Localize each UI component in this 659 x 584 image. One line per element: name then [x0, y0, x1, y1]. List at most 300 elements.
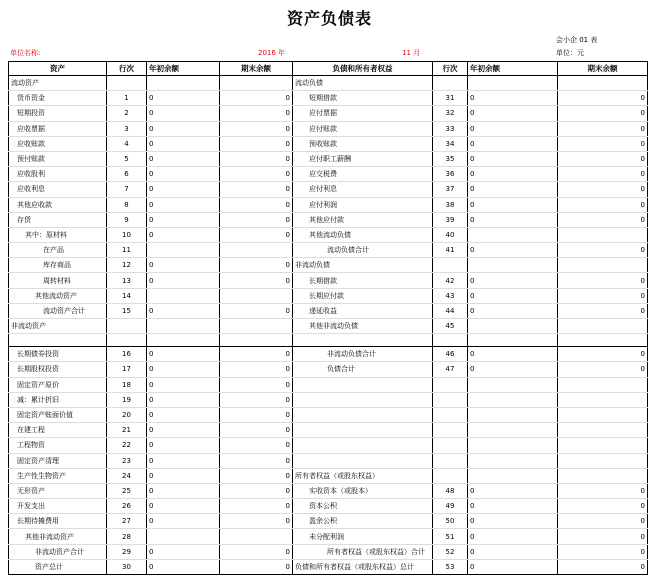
liability-end-balance — [558, 258, 648, 273]
asset-begin-balance: 0 — [147, 258, 220, 273]
liability-end-balance: 0 — [558, 514, 648, 529]
header-line2: 行次 — [433, 62, 468, 76]
table-row — [9, 167, 648, 182]
liability-line-no: 32 — [433, 106, 468, 121]
asset-end-balance: 0 — [220, 151, 293, 166]
asset-name: 其他流动资产 — [9, 288, 107, 303]
liability-end-balance: 0 — [558, 106, 648, 121]
liability-name: 资本公积 — [293, 499, 433, 514]
asset-name: 应收股利 — [9, 167, 107, 182]
liability-name: 所有者权益（或股东权益）合计 — [293, 544, 433, 559]
asset-line-no: 18 — [107, 377, 147, 392]
liability-name — [293, 453, 433, 468]
liability-end-balance: 0 — [558, 529, 648, 544]
liability-end-balance: 0 — [558, 288, 648, 303]
liability-name: 应付账款 — [293, 121, 433, 136]
liability-line-no — [433, 468, 468, 483]
liability-end-balance: 0 — [558, 182, 648, 197]
table-row — [9, 392, 648, 407]
liability-end-balance: 0 — [558, 362, 648, 377]
liability-name: 预收账款 — [293, 136, 433, 151]
asset-begin-balance: 0 — [147, 212, 220, 227]
liability-end-balance — [558, 423, 648, 438]
asset-end-balance: 0 — [220, 407, 293, 422]
table-row — [9, 362, 648, 377]
header-row — [9, 62, 648, 76]
liability-name — [293, 438, 433, 453]
asset-name: 长期待摊费用 — [9, 514, 107, 529]
liability-begin-balance: 0 — [468, 197, 558, 212]
sheet-title: 资产负债表 — [286, 9, 372, 28]
asset-end-balance — [220, 319, 293, 334]
liability-begin-balance: 0 — [468, 91, 558, 106]
asset-line-no: 9 — [107, 212, 147, 227]
section-gap — [9, 334, 648, 347]
table-row — [9, 91, 648, 106]
liability-name: 未分配利润 — [293, 529, 433, 544]
gap-cell — [107, 334, 147, 347]
asset-name: 减：累计折旧 — [9, 392, 107, 407]
asset-begin-balance: 0 — [147, 377, 220, 392]
asset-begin-balance: 0 — [147, 392, 220, 407]
asset-line-no: 11 — [107, 243, 147, 258]
header-asset: 资产 — [9, 62, 107, 76]
table-row — [9, 453, 648, 468]
liability-name: 盈余公积 — [293, 514, 433, 529]
table-row — [9, 151, 648, 166]
liability-begin-balance — [468, 227, 558, 242]
unit-name-label: 单位名称: — [10, 49, 41, 57]
liability-name — [293, 423, 433, 438]
asset-line-no: 19 — [107, 392, 147, 407]
asset-end-balance: 0 — [220, 423, 293, 438]
asset-end-balance: 0 — [220, 167, 293, 182]
liability-end-balance: 0 — [558, 91, 648, 106]
asset-end-balance: 0 — [220, 106, 293, 121]
liability-name: 实收资本（或股本） — [293, 483, 433, 498]
asset-line-no: 2 — [107, 106, 147, 121]
liability-name: 短期借款 — [293, 91, 433, 106]
liability-end-balance: 0 — [558, 197, 648, 212]
liability-begin-balance: 0 — [468, 106, 558, 121]
asset-name: 在建工程 — [9, 423, 107, 438]
table-row — [9, 377, 648, 392]
asset-end-balance: 0 — [220, 453, 293, 468]
liability-begin-balance: 0 — [468, 212, 558, 227]
table-row — [9, 407, 648, 422]
gap-cell — [433, 334, 468, 347]
asset-name: 应收账款 — [9, 136, 107, 151]
liability-line-no: 52 — [433, 544, 468, 559]
liability-begin-balance: 0 — [468, 273, 558, 288]
asset-begin-balance: 0 — [147, 303, 220, 318]
table-row — [9, 227, 648, 242]
liability-begin-balance: 0 — [468, 362, 558, 377]
liability-end-balance: 0 — [558, 151, 648, 166]
asset-begin-balance: 0 — [147, 167, 220, 182]
asset-name: 其中：原材料 — [9, 227, 107, 242]
asset-line-no: 23 — [107, 453, 147, 468]
liability-name: 其他非流动负债 — [293, 319, 433, 334]
asset-name: 生产性生物资产 — [9, 468, 107, 483]
asset-end-balance — [220, 288, 293, 303]
liability-begin-balance — [468, 258, 558, 273]
asset-name: 固定资产账面价值 — [9, 407, 107, 422]
liability-line-no — [433, 76, 468, 91]
header-line: 行次 — [107, 62, 147, 76]
gap-cell — [558, 334, 648, 347]
liability-line-no: 41 — [433, 243, 468, 258]
liability-line-no: 45 — [433, 319, 468, 334]
table-row — [9, 468, 648, 483]
asset-line-no — [107, 76, 147, 91]
asset-name: 其他非流动资产 — [9, 529, 107, 544]
table-row — [9, 529, 648, 544]
asset-begin-balance — [147, 319, 220, 334]
table-row — [9, 544, 648, 559]
asset-begin-balance: 0 — [147, 227, 220, 242]
liability-name: 应交税费 — [293, 167, 433, 182]
liability-name: 流动负债 — [293, 76, 433, 91]
liability-name: 其他流动负债 — [293, 227, 433, 242]
table-row — [9, 182, 648, 197]
liability-end-balance — [558, 76, 648, 91]
table-row — [9, 106, 648, 121]
asset-line-no: 27 — [107, 514, 147, 529]
liability-line-no: 51 — [433, 529, 468, 544]
asset-line-no: 3 — [107, 121, 147, 136]
asset-line-no: 6 — [107, 167, 147, 182]
header-begin: 年初余额 — [147, 62, 220, 76]
liability-line-no: 35 — [433, 151, 468, 166]
asset-name: 无形资产 — [9, 483, 107, 498]
asset-end-balance: 0 — [220, 121, 293, 136]
liability-end-balance: 0 — [558, 212, 648, 227]
liability-name — [293, 392, 433, 407]
asset-begin-balance: 0 — [147, 91, 220, 106]
liability-line-no: 34 — [433, 136, 468, 151]
table-row — [9, 319, 648, 334]
liability-line-no — [433, 453, 468, 468]
table-row — [9, 514, 648, 529]
liability-begin-balance: 0 — [468, 136, 558, 151]
asset-line-no: 13 — [107, 273, 147, 288]
table-row — [9, 483, 648, 498]
asset-line-no: 26 — [107, 499, 147, 514]
liability-line-no: 40 — [433, 227, 468, 242]
table-row — [9, 197, 648, 212]
asset-name: 预付账款 — [9, 151, 107, 166]
asset-begin-balance: 0 — [147, 136, 220, 151]
liability-end-balance: 0 — [558, 167, 648, 182]
asset-line-no: 4 — [107, 136, 147, 151]
asset-end-balance: 0 — [220, 91, 293, 106]
header-begin2: 年初余额 — [468, 62, 558, 76]
asset-begin-balance: 0 — [147, 499, 220, 514]
liability-end-balance: 0 — [558, 243, 648, 258]
liability-end-balance — [558, 227, 648, 242]
liability-begin-balance: 0 — [468, 529, 558, 544]
liability-end-balance — [558, 438, 648, 453]
asset-begin-balance: 0 — [147, 182, 220, 197]
liability-name: 应付票据 — [293, 106, 433, 121]
asset-end-balance: 0 — [220, 136, 293, 151]
liability-begin-balance — [468, 319, 558, 334]
asset-name: 固定资产清理 — [9, 453, 107, 468]
liability-end-balance: 0 — [558, 121, 648, 136]
liability-end-balance: 0 — [558, 273, 648, 288]
table-row — [9, 423, 648, 438]
asset-line-no: 29 — [107, 544, 147, 559]
table-row — [9, 347, 648, 362]
gap-cell — [147, 334, 220, 347]
liability-begin-balance: 0 — [468, 347, 558, 362]
liability-begin-balance: 0 — [468, 499, 558, 514]
asset-end-balance: 0 — [220, 559, 293, 574]
liability-line-no: 37 — [433, 182, 468, 197]
liability-begin-balance: 0 — [468, 182, 558, 197]
asset-end-balance: 0 — [220, 182, 293, 197]
asset-line-no: 14 — [107, 288, 147, 303]
asset-name: 在产品 — [9, 243, 107, 258]
liability-name: 应付利润 — [293, 197, 433, 212]
liability-line-no — [433, 423, 468, 438]
gap-cell — [9, 334, 107, 347]
liability-begin-balance — [468, 76, 558, 91]
liability-name: 所有者权益（或股东权益） — [293, 468, 433, 483]
asset-name: 短期投资 — [9, 106, 107, 121]
asset-begin-balance — [147, 288, 220, 303]
asset-begin-balance: 0 — [147, 407, 220, 422]
table-row — [9, 258, 648, 273]
asset-end-balance: 0 — [220, 258, 293, 273]
liability-begin-balance — [468, 468, 558, 483]
gap-cell — [468, 334, 558, 347]
asset-line-no: 15 — [107, 303, 147, 318]
liability-end-balance: 0 — [558, 483, 648, 498]
liability-begin-balance — [468, 392, 558, 407]
asset-begin-balance: 0 — [147, 483, 220, 498]
table-row — [9, 438, 648, 453]
liability-line-no: 53 — [433, 559, 468, 574]
liability-begin-balance — [468, 423, 558, 438]
liability-begin-balance: 0 — [468, 167, 558, 182]
asset-name: 流动资产合计 — [9, 303, 107, 318]
liability-name: 递延收益 — [293, 303, 433, 318]
liability-begin-balance: 0 — [468, 121, 558, 136]
table-row — [9, 559, 648, 574]
table-row — [9, 121, 648, 136]
asset-end-balance — [220, 76, 293, 91]
asset-name: 存货 — [9, 212, 107, 227]
liability-name: 非流动负债 — [293, 258, 433, 273]
asset-name: 流动资产 — [9, 76, 107, 91]
asset-end-balance: 0 — [220, 438, 293, 453]
asset-name: 长期债券投资 — [9, 347, 107, 362]
asset-end-balance: 0 — [220, 468, 293, 483]
liability-line-no — [433, 392, 468, 407]
liability-begin-balance: 0 — [468, 544, 558, 559]
asset-end-balance — [220, 243, 293, 258]
liability-line-no — [433, 377, 468, 392]
liability-line-no — [433, 438, 468, 453]
report-year: 2016 年 — [258, 49, 286, 57]
liability-name: 非流动负债合计 — [293, 347, 433, 362]
asset-end-balance: 0 — [220, 544, 293, 559]
asset-end-balance: 0 — [220, 273, 293, 288]
liability-end-balance — [558, 392, 648, 407]
asset-end-balance: 0 — [220, 347, 293, 362]
liability-name — [293, 407, 433, 422]
asset-end-balance: 0 — [220, 499, 293, 514]
liability-line-no: 31 — [433, 91, 468, 106]
asset-line-no: 25 — [107, 483, 147, 498]
form-code: 会小企 01 表 — [556, 36, 598, 44]
liability-name: 应付职工薪酬 — [293, 151, 433, 166]
balance-sheet-table — [8, 61, 648, 575]
liability-begin-balance: 0 — [468, 288, 558, 303]
liability-begin-balance: 0 — [468, 243, 558, 258]
liability-begin-balance: 0 — [468, 483, 558, 498]
liability-line-no: 50 — [433, 514, 468, 529]
asset-name: 库存商品 — [9, 258, 107, 273]
liability-line-no: 36 — [433, 167, 468, 182]
asset-begin-balance: 0 — [147, 423, 220, 438]
liability-line-no — [433, 407, 468, 422]
asset-end-balance: 0 — [220, 392, 293, 407]
asset-name: 工程物资 — [9, 438, 107, 453]
liability-end-balance: 0 — [558, 559, 648, 574]
asset-begin-balance: 0 — [147, 468, 220, 483]
liability-name: 应付利息 — [293, 182, 433, 197]
asset-begin-balance: 0 — [147, 544, 220, 559]
liability-name: 负债合计 — [293, 362, 433, 377]
liability-end-balance — [558, 407, 648, 422]
asset-name: 资产总计 — [9, 559, 107, 574]
liability-name: 负债和所有者权益（或股东权益）总计 — [293, 559, 433, 574]
liability-begin-balance — [468, 438, 558, 453]
asset-name: 货币资金 — [9, 91, 107, 106]
liability-end-balance — [558, 377, 648, 392]
asset-name: 固定资产原价 — [9, 377, 107, 392]
asset-line-no: 20 — [107, 407, 147, 422]
asset-line-no — [107, 319, 147, 334]
liability-end-balance: 0 — [558, 347, 648, 362]
asset-begin-balance: 0 — [147, 453, 220, 468]
liability-end-balance: 0 — [558, 136, 648, 151]
header-end: 期末余额 — [220, 62, 293, 76]
asset-name: 应收利息 — [9, 182, 107, 197]
asset-line-no: 22 — [107, 438, 147, 453]
asset-end-balance — [220, 529, 293, 544]
asset-end-balance: 0 — [220, 514, 293, 529]
header-liab: 负债和所有者权益 — [293, 62, 433, 76]
gap-cell — [293, 334, 433, 347]
liability-end-balance — [558, 319, 648, 334]
asset-line-no: 7 — [107, 182, 147, 197]
liability-line-no: 49 — [433, 499, 468, 514]
asset-end-balance: 0 — [220, 377, 293, 392]
currency-unit: 单位：元 — [556, 49, 584, 57]
liability-line-no: 44 — [433, 303, 468, 318]
asset-line-no: 21 — [107, 423, 147, 438]
table-row — [9, 288, 648, 303]
liability-line-no: 33 — [433, 121, 468, 136]
asset-begin-balance: 0 — [147, 347, 220, 362]
asset-begin-balance: 0 — [147, 438, 220, 453]
gap-cell — [220, 334, 293, 347]
asset-begin-balance: 0 — [147, 106, 220, 121]
asset-begin-balance: 0 — [147, 151, 220, 166]
asset-begin-balance — [147, 243, 220, 258]
asset-name: 周转材料 — [9, 273, 107, 288]
asset-line-no: 24 — [107, 468, 147, 483]
liability-end-balance — [558, 453, 648, 468]
liability-begin-balance: 0 — [468, 303, 558, 318]
liability-begin-balance: 0 — [468, 514, 558, 529]
asset-begin-balance: 0 — [147, 273, 220, 288]
liability-end-balance: 0 — [558, 303, 648, 318]
asset-begin-balance: 0 — [147, 559, 220, 574]
liability-line-no: 38 — [433, 197, 468, 212]
asset-line-no: 28 — [107, 529, 147, 544]
liability-begin-balance: 0 — [468, 151, 558, 166]
liability-line-no: 46 — [433, 347, 468, 362]
table-row — [9, 499, 648, 514]
table-row — [9, 76, 648, 91]
asset-name: 非流动资产 — [9, 319, 107, 334]
asset-end-balance: 0 — [220, 227, 293, 242]
liability-line-no: 39 — [433, 212, 468, 227]
asset-end-balance: 0 — [220, 197, 293, 212]
liability-line-no: 48 — [433, 483, 468, 498]
table-row — [9, 136, 648, 151]
liability-begin-balance — [468, 453, 558, 468]
asset-line-no: 30 — [107, 559, 147, 574]
asset-line-no: 8 — [107, 197, 147, 212]
asset-end-balance: 0 — [220, 483, 293, 498]
liability-end-balance: 0 — [558, 499, 648, 514]
asset-name: 其他应收款 — [9, 197, 107, 212]
liability-name: 流动负债合计 — [293, 243, 433, 258]
liability-line-no: 47 — [433, 362, 468, 377]
table-row — [9, 273, 648, 288]
table-row — [9, 243, 648, 258]
liability-name — [293, 377, 433, 392]
asset-line-no: 1 — [107, 91, 147, 106]
asset-end-balance: 0 — [220, 303, 293, 318]
report-month: 11 月 — [402, 49, 421, 57]
asset-begin-balance — [147, 76, 220, 91]
asset-end-balance: 0 — [220, 212, 293, 227]
table-row — [9, 303, 648, 318]
asset-begin-balance: 0 — [147, 514, 220, 529]
header-end2: 期末余额 — [558, 62, 648, 76]
liability-end-balance: 0 — [558, 544, 648, 559]
liability-line-no — [433, 258, 468, 273]
liability-begin-balance — [468, 377, 558, 392]
asset-begin-balance: 0 — [147, 362, 220, 377]
liability-begin-balance: 0 — [468, 559, 558, 574]
asset-line-no: 5 — [107, 151, 147, 166]
asset-line-no: 16 — [107, 347, 147, 362]
asset-begin-balance: 0 — [147, 121, 220, 136]
asset-end-balance: 0 — [220, 362, 293, 377]
asset-line-no: 17 — [107, 362, 147, 377]
asset-begin-balance: 0 — [147, 197, 220, 212]
liability-line-no: 43 — [433, 288, 468, 303]
liability-name: 长期借款 — [293, 273, 433, 288]
